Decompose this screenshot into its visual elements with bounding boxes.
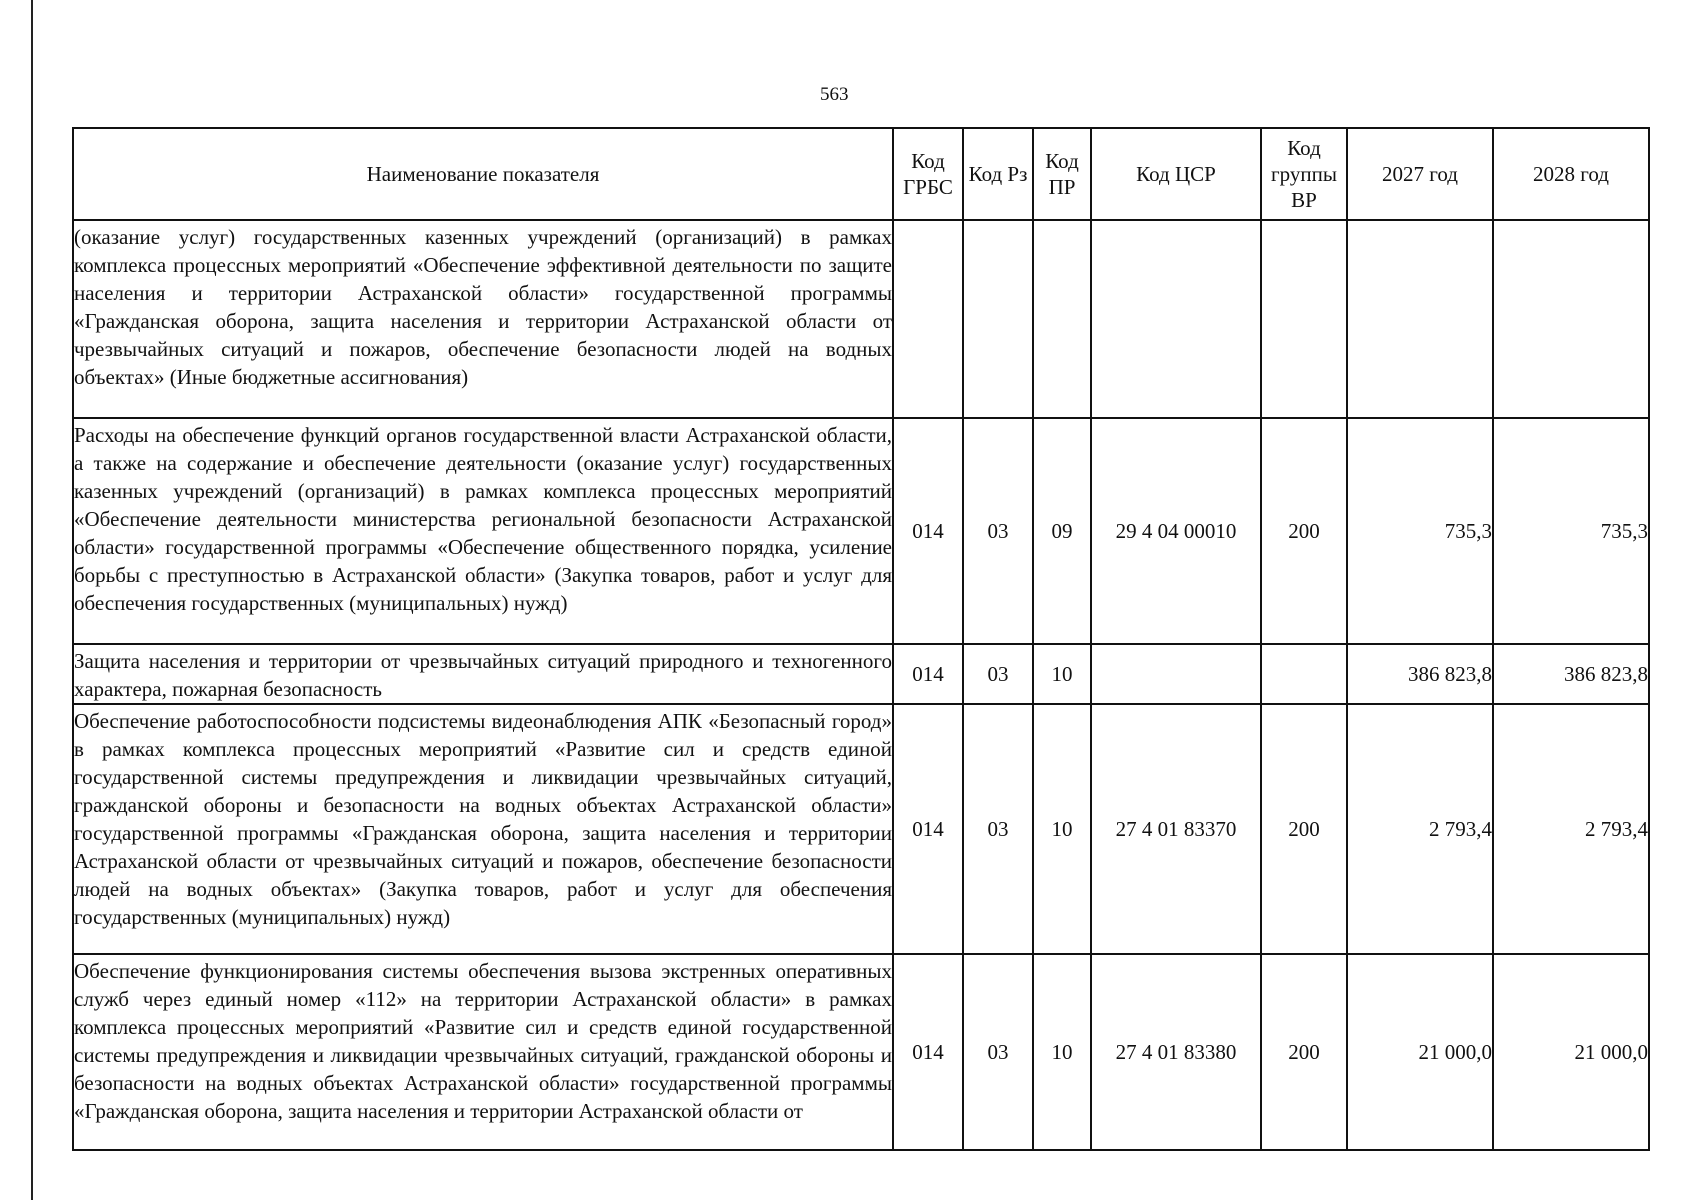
header-vr: Код группы ВР <box>1261 128 1347 220</box>
table-row <box>73 220 1649 418</box>
table-row <box>73 704 1649 954</box>
row-csr: 27 4 01 83380 <box>1091 954 1261 1150</box>
row-vr <box>1261 644 1347 704</box>
table-row <box>73 418 1649 644</box>
row-csr: 29 4 04 00010 <box>1091 418 1261 644</box>
row-rz: 03 <box>963 644 1033 704</box>
row-2027 <box>1347 220 1493 418</box>
row-name: Расходы на обеспечение функций органов государственной власти Астраханской области, а также на содержание и обеспечение деятельности (оказание услуг) государственных казенных учреждений (организаций) в рамках комплекса процессных мероприятий «Обеспечение деятельности министерства региональной безопасности Астраханской области» государственной программы «Обеспечение общественного порядка, усиление борьбы с преступностью в Астраханской области» (Закупка товаров, работ и услуг для обеспечения государственных (муниципальных) нужд) <box>73 418 893 644</box>
budget-table-wrapper <box>72 127 1650 1151</box>
row-2028: 2 793,4 <box>1493 704 1649 954</box>
row-2027: 735,3 <box>1347 418 1493 644</box>
row-rz <box>963 220 1033 418</box>
row-grbs: 014 <box>893 644 963 704</box>
row-vr: 200 <box>1261 418 1347 644</box>
budget-table <box>72 127 1650 1151</box>
row-pr: 10 <box>1033 704 1091 954</box>
row-grbs <box>893 220 963 418</box>
header-2027: 2027 год <box>1347 128 1493 220</box>
header-rz: Код Рз <box>963 128 1033 220</box>
row-2028 <box>1493 220 1649 418</box>
row-name: Обеспечение функционирования системы обеспечения вызова экстренных оперативных служб через единый номер «112» на территории Астраханской области» в рамках комплекса процессных мероприятий «Развитие сил и средств единой государственной системы предупреждения и ликвидации чрезвычайных ситуаций, гражданской обороны и безопасности на водных объектах Астраханской области» государственной программы «Гражданская оборона, защита населения и территории Астраханской области от <box>73 954 893 1150</box>
header-grbs: Код ГРБС <box>893 128 963 220</box>
row-2027: 2 793,4 <box>1347 704 1493 954</box>
row-csr <box>1091 644 1261 704</box>
row-name: Защита населения и территории от чрезвычайных ситуаций природного и техногенного характера, пожарная безопасность <box>73 644 893 704</box>
table-row <box>73 954 1649 1150</box>
row-2028: 735,3 <box>1493 418 1649 644</box>
row-grbs: 014 <box>893 704 963 954</box>
row-rz: 03 <box>963 418 1033 644</box>
row-pr <box>1033 220 1091 418</box>
header-2028: 2028 год <box>1493 128 1649 220</box>
row-2027: 386 823,8 <box>1347 644 1493 704</box>
row-csr: 27 4 01 83370 <box>1091 704 1261 954</box>
row-grbs: 014 <box>893 954 963 1150</box>
page-number: 563 <box>820 84 849 105</box>
row-rz: 03 <box>963 954 1033 1150</box>
row-pr: 09 <box>1033 418 1091 644</box>
row-grbs: 014 <box>893 418 963 644</box>
header-csr: Код ЦСР <box>1091 128 1261 220</box>
row-pr: 10 <box>1033 954 1091 1150</box>
row-pr: 10 <box>1033 644 1091 704</box>
header-pr: Код ПР <box>1033 128 1091 220</box>
row-name: Обеспечение работоспособности подсистемы видеонаблюдения АПК «Безопасный город» в рамках комплекса процессных мероприятий «Развитие сил и средств единой государственной системы предупреждения и ликвидации чрезвычайных ситуаций, гражданской обороны и безопасности на водных объектах Астраханской области» государственной программы «Гражданская оборона, защита населения и территории Астраханской области от чрезвычайных ситуаций и пожаров, обеспечение безопасности людей на водных объектах» (Закупка товаров, работ и услуг для обеспечения государственных (муниципальных) нужд) <box>73 704 893 954</box>
header-row <box>73 128 1649 220</box>
page-margin-line <box>31 0 33 1200</box>
row-vr: 200 <box>1261 954 1347 1150</box>
row-rz: 03 <box>963 704 1033 954</box>
row-2027: 21 000,0 <box>1347 954 1493 1150</box>
table-row <box>73 644 1649 704</box>
row-name: (оказание услуг) государственных казенных учреждений (организаций) в рамках комплекса процессных мероприятий «Обеспечение эффективной деятельности по защите населения и территории Астраханской области» государственной программы «Гражданская оборона, защита населения и территории Астраханской области от чрезвычайных ситуаций и пожаров, обеспечение безопасности людей на водных объектах» (Иные бюджетные ассигнования) <box>73 220 893 418</box>
header-name: Наименование показателя <box>73 128 893 220</box>
row-vr: 200 <box>1261 704 1347 954</box>
row-csr <box>1091 220 1261 418</box>
row-2028: 386 823,8 <box>1493 644 1649 704</box>
row-vr <box>1261 220 1347 418</box>
row-2028: 21 000,0 <box>1493 954 1649 1150</box>
